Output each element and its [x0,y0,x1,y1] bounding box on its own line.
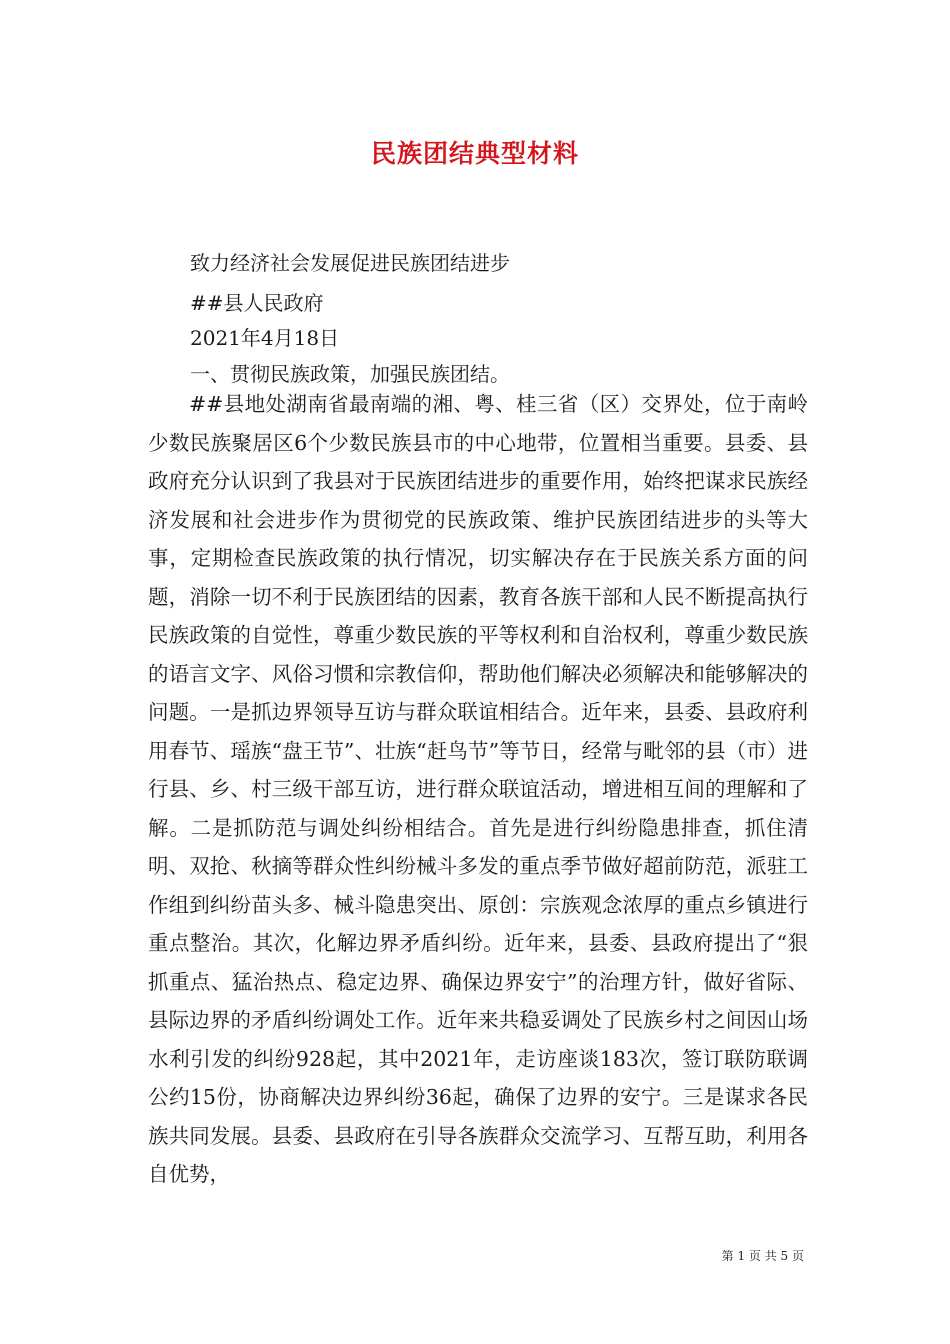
document-author: ##县人民政府 [190,291,324,315]
section-heading: 一、贯彻民族政策，加强民族团结。 [190,362,510,386]
page-number-footer: 第 1 页 共 5 页 [721,1249,804,1263]
document-date: 2021年4月18日 [190,326,340,350]
document-subtitle: 致力经济社会发展促进民族团结进步 [190,251,510,275]
document-title: 民族团结典型材料 [370,139,579,168]
body-paragraph: ##县地处湖南省最南端的湘、粤、桂三省（区）交界处，位于南岭少数民族聚居区6个少数民族县市的中心地带，位置相当重要。县委、县政府充分认识到了我县对于民族团结进步的重要作用，始终把谋求民族经济发展和社会进步作为贯彻党的民族政策、维护民族团结进步的头等大事，定期检查民族政策的执行情况，切实解决存在于民族关系方面的问题，消除一切不利于民族团结的因素，教育各族干部和人民不断提高执行民族政策的自觉性，尊重少数民族的平等权利和自治权利，尊重少数民族的语言文字、风俗习惯和宗教信仰，帮助他们解决必须解决和能够解决的问题。一是抓边界领导互访与群众联谊相结合。近年来，县委、县政府利用春节、瑶族“盘王节”、壮族“赶鸟节”等节日，经常与毗邻的县（市）进行县、乡、村三级干部互访，进行群众联谊活动，增进相互间的理解和了解。二是抓防范与调处纠纷相结合。首先是进行纠纷隐患排查，抓住清明、双抢、秋摘等群众性纠纷械斗多发的重点季节做好超前防范，派驻工作组到纠纷苗头多、械斗隐患突出、原创：宗族观念浓厚的重点乡镇进行重点整治。其次，化解边界矛盾纠纷。近年来，县委、县政府提出了“狠抓重点、猛治热点、稳定边界、确保边界安宁”的治理方针，做好省际、县际边界的矛盾纠纷调处工作。近年来共稳妥调处了民族乡村之间因山场水利引发的纠纷928起，其中2021年，走访座谈183次，签订联防联调公约15份，协商解决边界纠纷36起，确保了边界的安宁。三是谋求各民族共同发展。县委、县政府在引导各族群众交流学习、互帮互助，利用各自优势， [148,392,808,1186]
